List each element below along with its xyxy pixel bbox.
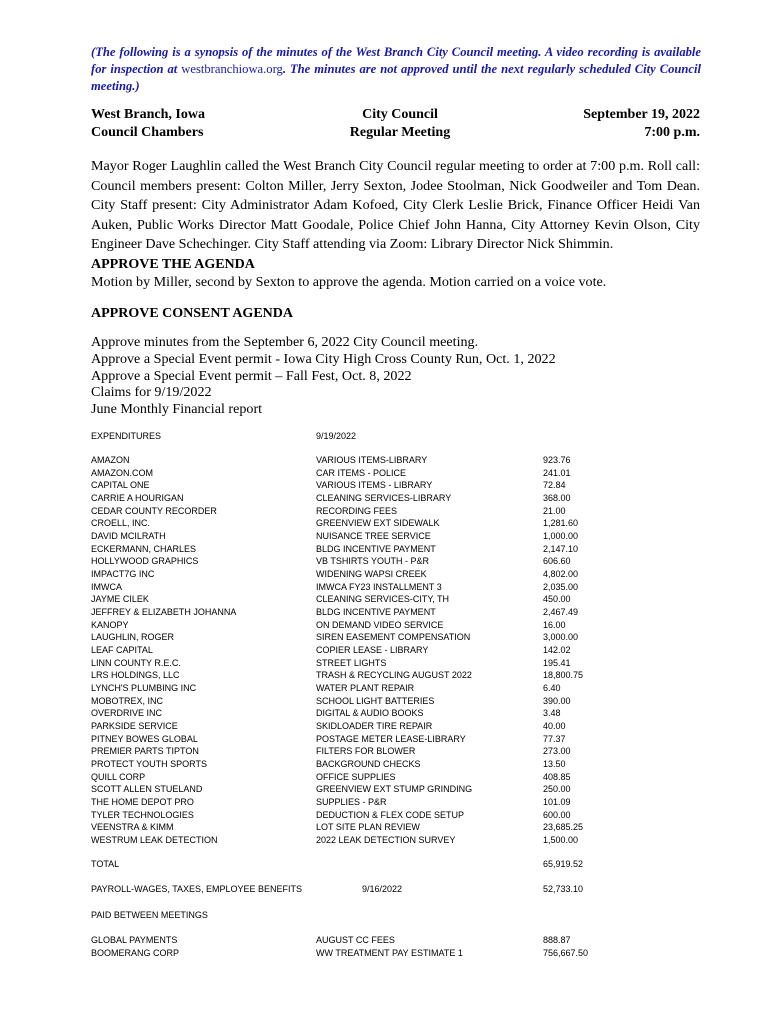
claim-description: STREET LIGHTS	[316, 657, 387, 668]
agenda-heading: APPROVE THE AGENDA	[91, 257, 255, 272]
vendor-name: CARRIE A HOURIGAN	[91, 493, 184, 503]
claim-description: VB TSHIRTS YOUTH - P&R	[316, 556, 430, 567]
claim-amount: 142.02	[543, 644, 571, 655]
header-room: Council Chambers	[91, 125, 204, 140]
claim-amount: 101.09	[543, 796, 571, 807]
vendor-name: LINN COUNTY R.E.C.	[91, 657, 181, 668]
table-row	[0, 568, 770, 581]
vendor-name: GLOBAL PAYMENTS	[91, 935, 178, 945]
expenditures-header-row	[0, 430, 770, 443]
table-row	[0, 492, 770, 505]
header-body: City Council	[362, 107, 438, 122]
table-row	[0, 783, 770, 796]
vendor-name: CAPITAL ONE	[91, 480, 150, 491]
table-row	[0, 707, 770, 720]
vendor-name: CEDAR COUNTY RECORDER	[91, 505, 217, 516]
vendor-name: ECKERMANN, CHARLES	[91, 543, 197, 554]
vendor-name: LYNCH'S PLUMBING INC	[91, 682, 197, 693]
header-date: September 19, 2022	[583, 107, 700, 122]
vendor-name: WESTRUM LEAK DETECTION	[91, 834, 218, 845]
claim-amount: 1,000.00	[543, 531, 579, 541]
claim-amount: 3.48	[543, 708, 561, 719]
claim-amount: 18,800.75	[543, 670, 584, 681]
table-row	[0, 657, 770, 670]
claim-description: RECORDING FEES	[316, 505, 398, 516]
header-time: 7:00 p.m.	[644, 125, 700, 140]
table-row	[0, 619, 770, 632]
table-row	[0, 467, 770, 480]
total-value: 65,919.52	[543, 859, 584, 869]
payroll-date: 9/16/2022	[362, 884, 403, 894]
header-datetime	[560, 106, 700, 142]
claim-description: GREENVIEW EXT SIDEWALK	[316, 518, 440, 529]
claim-description: CLEANING SERVICES-LIBRARY	[316, 493, 452, 503]
table-row	[0, 809, 770, 822]
table-row	[0, 695, 770, 708]
claim-description: 2022 LEAK DETECTION SURVEY	[316, 834, 456, 845]
claim-amount: 273.00	[543, 746, 571, 757]
vendor-name: MOBOTREX, INC	[91, 695, 164, 706]
claim-amount: 77.37	[543, 733, 566, 744]
roll-call-paragraph: Mayor Roger Laughlin called the West Branch City Council regular meeting to order at 7:00 p.m. Roll call: Council members present: Colton Miller, Jerry Sexton, Jodee Stoolman, Nick Goodweiler and Tom Dean. City Staff present: City Administrator Adam Kofoed, City Clerk Leslie Brick, Finance Officer Heidi Van Auken, Public Works Director Matt Goodale, Police Chief John Hanna, City Attorney Kevin Olson, City Engineer Dave Schechinger. City Staff attending via Zoom: Library Director Nick Shimmin.	[91, 158, 700, 252]
vendor-name: SCOTT ALLEN STUELAND	[91, 784, 203, 795]
synopsis-notice	[91, 44, 701, 95]
table-row	[0, 682, 770, 695]
vendor-name: VEENSTRA & KIMM	[91, 822, 174, 833]
claim-description: FILTERS FOR BLOWER	[316, 746, 416, 757]
claim-description: ON DEMAND VIDEO SERVICE	[316, 619, 444, 630]
claim-description: DIGITAL & AUDIO BOOKS	[316, 708, 424, 719]
claim-amount: 3,000.00	[543, 632, 579, 643]
vendor-name: PITNEY BOWES GLOBAL	[91, 733, 198, 744]
claim-description: SCHOOL LIGHT BATTERIES	[316, 695, 435, 706]
vendor-name: PARKSIDE SERVICE	[91, 720, 178, 731]
claim-amount: 4,802.00	[543, 568, 579, 579]
claim-description: LOT SITE PLAN REVIEW	[316, 822, 420, 833]
synopsis-text-1: (The following is a synopsis of the minutes of the West Branch City Council meeting. A video recording is available for inspection at	[91, 45, 701, 76]
consent-item: Approve minutes from the September 6, 2022 City Council meeting.	[91, 334, 479, 350]
claim-amount: 1,500.00	[543, 834, 579, 845]
claim-description: OFFICE SUPPLIES	[316, 771, 396, 782]
header-meeting	[300, 106, 500, 142]
vendor-name: LAUGHLIN, ROGER	[91, 632, 175, 643]
paid-between-label: PAID BETWEEN MEETINGS	[91, 910, 208, 920]
vendor-name: JEFFREY & ELIZABETH JOHANNA	[91, 606, 237, 617]
header-meeting-type: Regular Meeting	[349, 125, 451, 140]
claim-description: TRASH & RECYCLING AUGUST 2022	[316, 670, 472, 681]
table-row	[0, 796, 770, 809]
claim-description: CLEANING SERVICES-CITY, TH	[316, 594, 450, 605]
claim-description: COPIER LEASE - LIBRARY	[316, 644, 429, 655]
table-row	[0, 555, 770, 568]
claim-amount: 195.41	[543, 657, 571, 668]
claim-description: GREENVIEW EXT STUMP GRINDING	[316, 784, 473, 795]
table-row	[0, 530, 770, 543]
consent-item: Approve a Special Event permit - Iowa City High Cross County Run, Oct. 1, 2022	[91, 351, 556, 367]
table-row	[0, 454, 770, 467]
payroll-label: PAYROLL-WAGES, TAXES, EMPLOYEE BENEFITS	[91, 884, 303, 894]
payroll-value: 52,733.10	[543, 884, 584, 894]
claim-amount: 21.00	[543, 505, 566, 516]
consent-heading: APPROVE CONSENT AGENDA	[91, 306, 293, 321]
consent-item: June Monthly Financial report	[91, 401, 263, 417]
table-row	[0, 606, 770, 619]
payroll-row	[0, 883, 770, 896]
expenditures-label: EXPENDITURES	[91, 431, 162, 441]
table-row	[0, 517, 770, 530]
table-row	[0, 505, 770, 518]
claim-description: BACKGROUND CHECKS	[316, 758, 421, 769]
vendor-name: THE HOME DEPOT PRO	[91, 796, 194, 807]
table-row	[0, 631, 770, 644]
claim-amount: 368.00	[543, 493, 571, 503]
claim-amount: 923.76	[543, 455, 571, 465]
table-row	[0, 758, 770, 771]
table-row	[0, 733, 770, 746]
claim-amount: 40.00	[543, 720, 566, 731]
claim-amount: 2,147.10	[543, 543, 579, 554]
claim-description: IMWCA FY23 INSTALLMENT 3	[316, 581, 442, 592]
paid-between-row	[0, 909, 770, 922]
vendor-name: TYLER TECHNOLOGIES	[91, 809, 194, 820]
table-row	[0, 581, 770, 594]
vendor-name: LEAF CAPITAL	[91, 644, 153, 655]
claim-description: POSTAGE METER LEASE-LIBRARY	[316, 733, 466, 744]
website-link[interactable]: westbranchiowa.org	[181, 62, 283, 76]
claim-description: SKIDLOADER TIRE REPAIR	[316, 720, 433, 731]
claim-amount: 72.84	[543, 480, 566, 491]
table-row	[0, 834, 770, 847]
claim-amount: 2,035.00	[543, 581, 579, 592]
header-city: West Branch, Iowa	[91, 107, 205, 122]
vendor-name: AMAZON	[91, 455, 130, 465]
table-row	[0, 771, 770, 784]
claim-amount: 450.00	[543, 594, 571, 605]
vendor-name: PROTECT YOUTH SPORTS	[91, 758, 208, 769]
claim-description: BLDG INCENTIVE PAYMENT	[316, 606, 436, 617]
vendor-name: DAVID MCILRATH	[91, 531, 166, 541]
claim-amount: 2,467.49	[543, 606, 579, 617]
table-row	[0, 543, 770, 556]
consent-item: Approve a Special Event permit – Fall Fest, Oct. 8, 2022	[91, 368, 412, 384]
claim-description: BLDG INCENTIVE PAYMENT	[316, 543, 436, 554]
expenditures-date: 9/19/2022	[316, 431, 357, 441]
vendor-name: JAYME CILEK	[91, 594, 149, 605]
table-row	[0, 720, 770, 733]
total-label: TOTAL	[91, 859, 120, 869]
vendor-name: IMWCA	[91, 581, 122, 592]
claim-amount: 16.00	[543, 619, 566, 630]
claim-description: WIDENING WAPSI CREEK	[316, 568, 427, 579]
vendor-name: IMPACT7G INC	[91, 568, 155, 579]
table-row	[0, 479, 770, 492]
vendor-name: KANOPY	[91, 619, 129, 630]
table-row	[0, 947, 770, 960]
claim-description: AUGUST CC FEES	[316, 935, 395, 945]
agenda-motion: Motion by Miller, second by Sexton to approve the agenda. Motion carried on a voice vote.	[91, 274, 607, 290]
claim-amount: 390.00	[543, 695, 571, 706]
synopsis-text-2: . The minutes are not approved until the next regularly scheduled City Council meeting.)	[91, 62, 702, 93]
claim-amount: 888.87	[543, 935, 571, 945]
vendor-name: OVERDRIVE INC	[91, 708, 163, 719]
table-row	[0, 821, 770, 834]
claim-amount: 13.50	[543, 758, 566, 769]
claim-amount: 6.40	[543, 682, 561, 693]
claim-description: SUPPLIES - P&R	[316, 796, 387, 807]
claim-description: VARIOUS ITEMS-LIBRARY	[316, 455, 428, 465]
claim-amount: 250.00	[543, 784, 571, 795]
claim-description: WATER PLANT REPAIR	[316, 682, 415, 693]
claim-amount: 1,281.60	[543, 518, 579, 529]
table-row	[0, 934, 770, 947]
claim-amount: 756,667.50	[543, 948, 589, 958]
table-row	[0, 593, 770, 606]
vendor-name: QUILL CORP	[91, 771, 146, 782]
header-location	[91, 106, 205, 142]
vendor-name: CROELL, INC.	[91, 518, 151, 529]
claim-description: WW TREATMENT PAY ESTIMATE 1	[316, 948, 463, 958]
claim-description: CAR ITEMS - POLICE	[316, 467, 407, 478]
claim-amount: 600.00	[543, 809, 571, 820]
claim-amount: 606.60	[543, 556, 571, 567]
vendor-name: AMAZON.COM	[91, 467, 153, 478]
vendor-name: BOOMERANG CORP	[91, 948, 180, 958]
table-row	[0, 669, 770, 682]
claim-description: NUISANCE TREE SERVICE	[316, 531, 431, 541]
claim-amount: 241.01	[543, 467, 571, 478]
claim-amount: 23,685.25	[543, 822, 584, 833]
claim-description: SIREN EASEMENT COMPENSATION	[316, 632, 471, 643]
table-row	[0, 644, 770, 657]
vendor-name: PREMIER PARTS TIPTON	[91, 746, 199, 757]
total-row	[0, 858, 770, 871]
consent-item: Claims for 9/19/2022	[91, 384, 212, 400]
vendor-name: HOLLYWOOD GRAPHICS	[91, 556, 199, 567]
vendor-name: LRS HOLDINGS, LLC	[91, 670, 180, 681]
claim-description: DEDUCTION & FLEX CODE SETUP	[316, 809, 465, 820]
claim-amount: 408.85	[543, 771, 571, 782]
table-row	[0, 745, 770, 758]
claim-description: VARIOUS ITEMS - LIBRARY	[316, 480, 433, 491]
